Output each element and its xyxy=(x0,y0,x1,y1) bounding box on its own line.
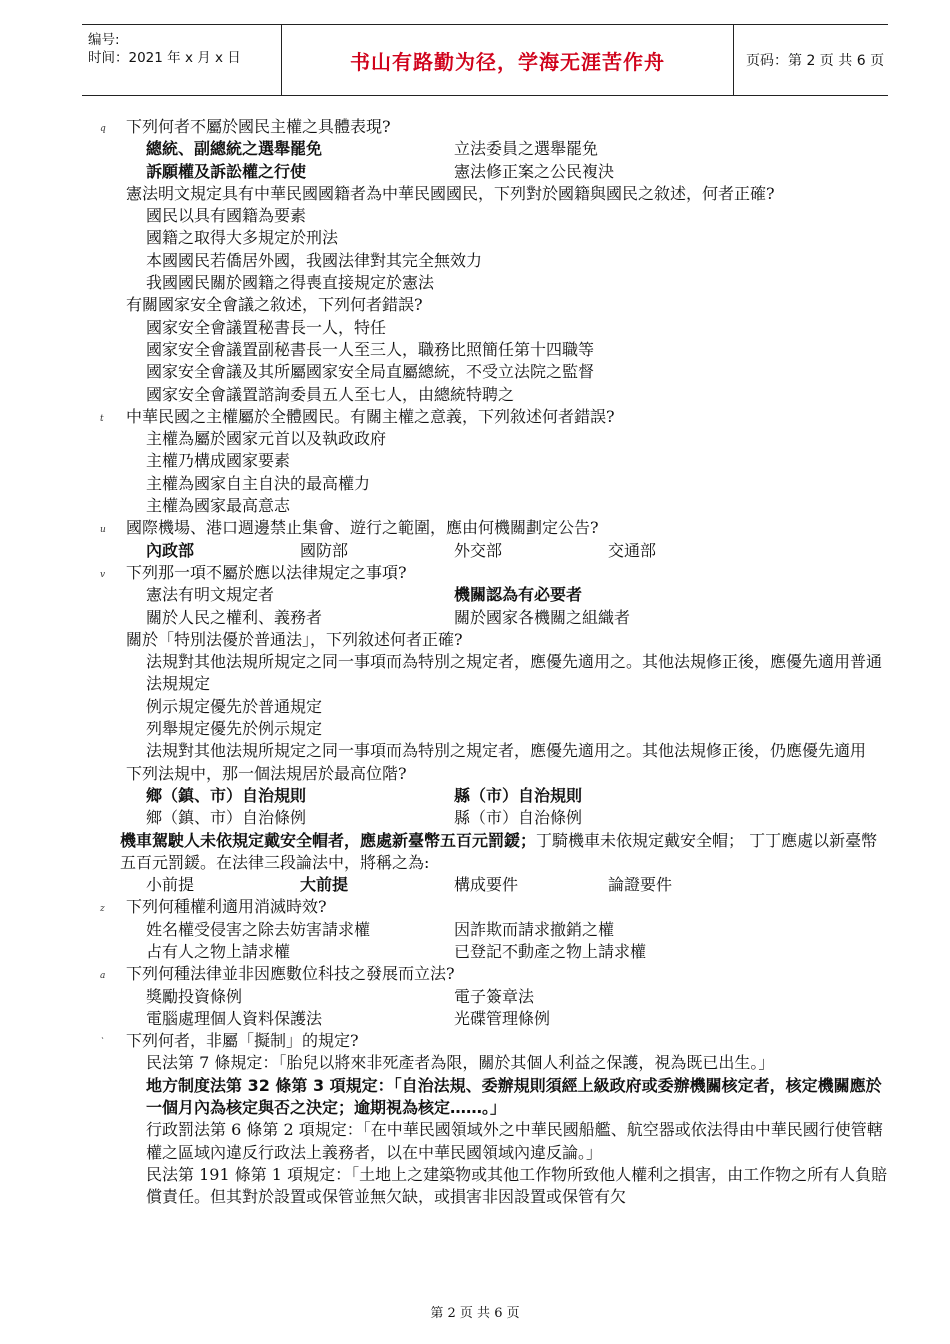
header-meta xyxy=(82,25,282,95)
question-stem: 關於「特別法優於普通法」，下列敘述何者正確? xyxy=(126,629,463,649)
question-stem: 下列何種法律並非因應數位科技之發展而立法? xyxy=(126,964,455,984)
option: 機關認為有必要者 xyxy=(454,585,583,605)
question-4 xyxy=(100,406,890,428)
option: 國家安全會議置諮詢委員五人至七人，由總統特聘之 xyxy=(146,384,515,404)
option-row xyxy=(100,161,890,183)
header-motto: 书山有路勤为径，学海无涯苦作舟 xyxy=(282,25,734,95)
question-stem: 下列那一項不屬於應以法律規定之事項? xyxy=(126,562,407,582)
option: 大前提 xyxy=(300,875,349,895)
option-row xyxy=(100,540,890,562)
option: 國家安全會議置秘書長一人，特任 xyxy=(146,317,387,337)
question-stem-rest: 丁騎機車未依規定戴安全帽； 丁丁應處以新臺幣五百元罰鍰。在法律三段論法中，將稱之為: xyxy=(120,830,878,872)
option-row xyxy=(100,584,890,606)
option: 國防部 xyxy=(300,540,349,560)
option: 占有人之物上請求權 xyxy=(146,941,291,961)
option: 主權為屬於國家元首以及執政政府 xyxy=(146,429,387,449)
option-row xyxy=(100,986,890,1008)
option xyxy=(100,1075,890,1120)
option: 縣（市）自治條例 xyxy=(454,808,583,828)
option: 憲法有明文規定者 xyxy=(146,585,275,605)
question-2 xyxy=(100,183,890,205)
option: 鄉（鎮、市）自治規則 xyxy=(146,785,307,805)
question-10 xyxy=(100,896,890,918)
page-footer: 第 2 页 共 6 页 xyxy=(430,1306,520,1321)
question-11 xyxy=(100,963,890,985)
question-marker: t xyxy=(100,413,104,424)
option: 交通部 xyxy=(608,540,657,560)
question-stem: 下列法規中，那一個法規居於最高位階? xyxy=(126,763,407,783)
option: 民法第 191 條第 1 項規定：「土地上之建築物或其他工作物所致他人權利之損害，由工作物之所有人負賠償責任。但其對於設置或保管並無欠缺，或損害非因設置或保管有欠 xyxy=(146,1164,888,1207)
question-marker: a xyxy=(100,971,106,982)
option-row xyxy=(100,138,890,160)
option: 縣（市）自治規則 xyxy=(454,785,583,805)
question-stem: 有關國家安全會議之敘述，下列何者錯誤? xyxy=(126,295,423,315)
question-9 xyxy=(100,830,890,875)
option-row xyxy=(100,919,890,941)
option: 總統、副總統之選舉罷免 xyxy=(146,139,323,159)
option-row xyxy=(100,807,890,829)
option: 國家安全會議及其所屬國家安全局直屬總統，不受立法院之監督 xyxy=(146,362,595,382)
option: 構成要件 xyxy=(454,875,519,895)
question-5 xyxy=(100,517,890,539)
question-list xyxy=(100,116,890,1209)
option: 姓名權受侵害之除去妨害請求權 xyxy=(146,919,371,939)
question-stem xyxy=(120,830,890,875)
question-stem: 下列何者，非屬「擬制」的規定? xyxy=(126,1031,359,1051)
option: 論證要件 xyxy=(608,875,673,895)
question-stem: 中華民國之主權屬於全體國民。有關主權之意義，下列敘述何者錯誤? xyxy=(126,406,615,426)
question-6 xyxy=(100,562,890,584)
option: 主權乃構成國家要素 xyxy=(146,451,291,471)
option-row xyxy=(100,785,890,807)
option: 已登記不動產之物上請求權 xyxy=(454,941,647,961)
option: 國籍之取得大多規定於刑法 xyxy=(146,228,339,248)
option: 電子簽章法 xyxy=(454,986,535,1006)
question-1 xyxy=(100,116,890,138)
question-stem: 下列何種權利適用消滅時效? xyxy=(126,897,327,917)
option: 鄉（鎮、市）自治條例 xyxy=(146,808,307,828)
option: 因詐欺而請求撤銷之權 xyxy=(454,919,615,939)
option: 立法委員之選舉罷免 xyxy=(454,139,599,159)
option: 憲法修正案之公民複決 xyxy=(454,161,615,181)
option-row xyxy=(100,874,890,896)
option: 民法第 7 條規定：「胎兒以將來非死產者為限，關於其個人利益之保護，視為既已出生。」 xyxy=(146,1053,775,1073)
option: 法規對其他法規所規定之同一事項而為特別之規定者，應優先適用之。其他法規修正後，應優先適用普通法規規定 xyxy=(146,652,883,694)
page-header xyxy=(82,24,888,96)
question-marker: q xyxy=(100,124,106,134)
option-text: 地方制度法第 32 條第 3 項規定：「自治法規、委辦規則須經上級政府或委辦機關核定者，核定機關應於一個月內為核定與否之決定；逾期視為核定……。」 xyxy=(146,1075,882,1118)
option: 關於人民之權利、義務者 xyxy=(146,607,323,627)
question-marker: z xyxy=(100,904,105,915)
option: 獎勵投資條例 xyxy=(146,986,243,1006)
question-marker: u xyxy=(100,525,106,536)
option: 主權為國家自主自決的最高權力 xyxy=(146,473,371,493)
option: 行政罰法第 6 條第 2 項規定：「在中華民國領域外之中華民國船艦、航空器或依法得由中華民國行使管轄權之區域內違反行政法上義務者，以在中華民國領域內違反論。」 xyxy=(146,1120,883,1162)
question-7 xyxy=(100,629,890,651)
option: 訴願權及訴訟權之行使 xyxy=(146,161,307,181)
option: 電腦處理個人資料保護法 xyxy=(146,1008,323,1028)
question-8 xyxy=(100,763,890,785)
option: 國家安全會議置副秘書長一人至三人，職務比照簡任第十四職等 xyxy=(146,339,595,359)
question-stem: 下列何者不屬於國民主權之具體表現? xyxy=(126,117,391,136)
option: 外交部 xyxy=(454,540,503,560)
question-stem-bold: 機車駕駛人未依規定戴安全帽者，應處新臺幣五百元罰鍰； xyxy=(120,830,537,850)
option: 我國國民關於國籍之得喪直接規定於憲法 xyxy=(146,273,435,293)
option: 關於國家各機關之組織者 xyxy=(454,607,631,627)
option: 法規對其他法規所規定之同一事項而為特別之規定者，應優先適用之。其他法規修正後，仍應優先適用 xyxy=(146,741,867,761)
time-label: 时间：2021 年 x 月 x 日 xyxy=(88,50,241,66)
question-marker: ` xyxy=(100,1038,105,1049)
option: 例示規定優先於普通規定 xyxy=(146,696,323,716)
question-3 xyxy=(100,294,890,316)
option: 內政部 xyxy=(146,540,195,560)
header-page-info: 页码：第 2 页 共 6 页 xyxy=(746,53,885,69)
question-stem: 憲法明文規定具有中華民國國籍者為中華民國國民，下列對於國籍與國民之敘述，何者正確? xyxy=(126,183,775,203)
option: 小前提 xyxy=(146,875,195,895)
question-stem: 國際機場、港口週邊禁止集會、遊行之範圍，應由何機關劃定公告? xyxy=(126,518,599,538)
option-row xyxy=(100,1008,890,1030)
question-marker: v xyxy=(100,569,106,580)
option-row xyxy=(100,607,890,629)
option: 國民以具有國籍為要素 xyxy=(146,206,307,226)
number-label: 编号: xyxy=(88,32,120,48)
option: 主權為國家最高意志 xyxy=(146,496,291,516)
question-12 xyxy=(100,1030,890,1052)
option: 光碟管理條例 xyxy=(454,1008,551,1028)
option: 列舉規定優先於例示規定 xyxy=(146,719,323,739)
option: 本國國民若僑居外國，我國法律對其完全無效力 xyxy=(146,250,483,270)
option-row xyxy=(100,941,890,963)
